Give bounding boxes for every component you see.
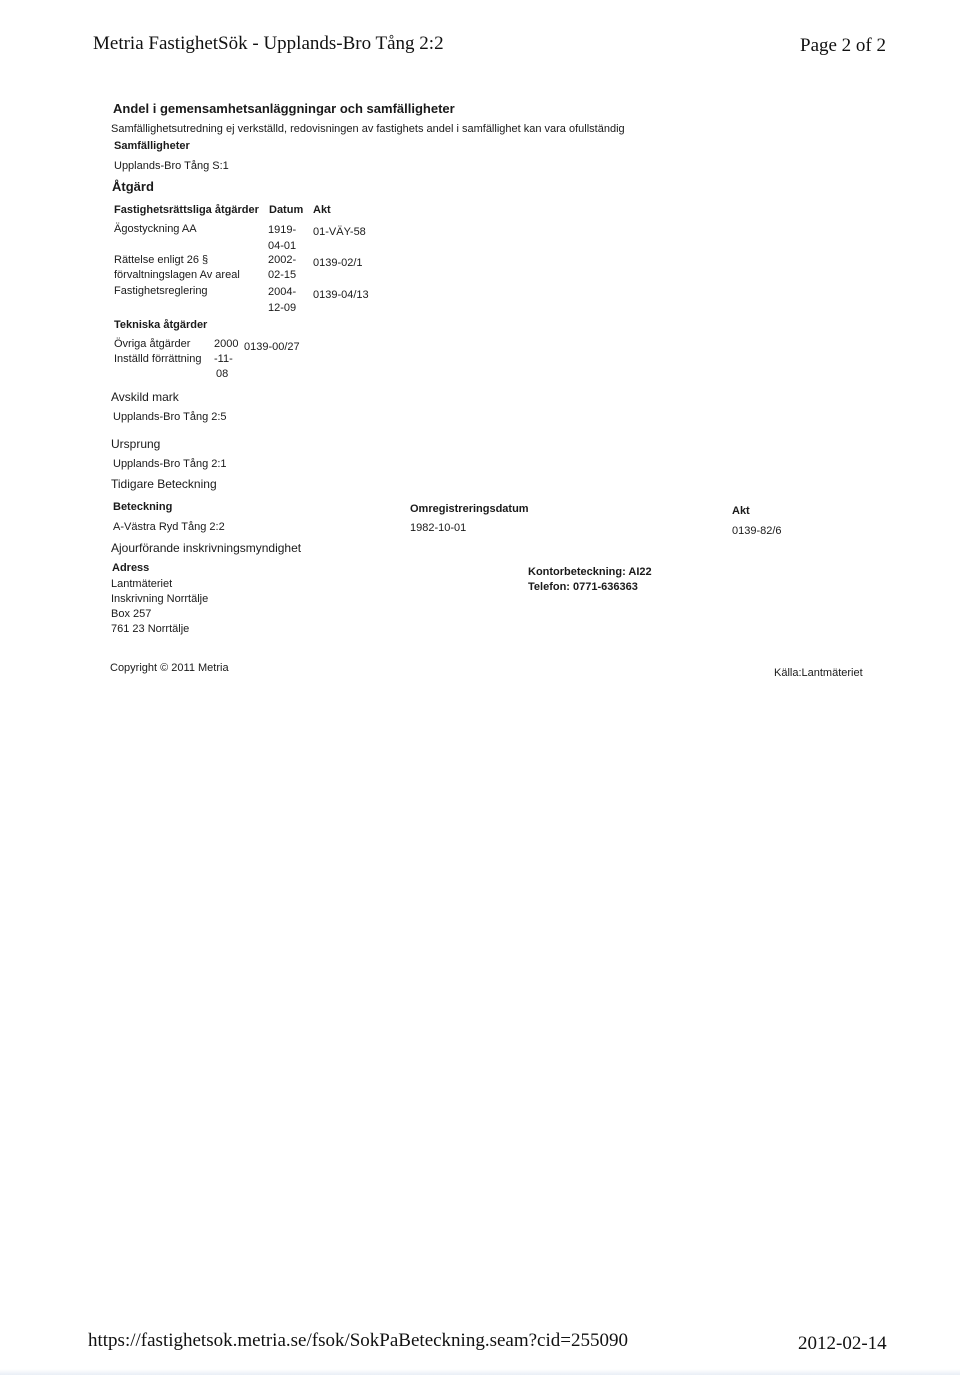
column-header: Datum [269, 204, 304, 216]
samfalligheter-label: Samfälligheter [114, 140, 190, 152]
table-cell-akt: 0139-04/13 [313, 289, 369, 301]
section-heading-ursprung: Ursprung [111, 437, 161, 451]
ursprung-value: Upplands-Bro Tång 2:1 [113, 458, 227, 470]
column-header: Omregistreringsdatum [410, 503, 529, 515]
adress-block: Lantmäteriet Inskrivning Norrtälje Box 257 761 23 Norrtälje [111, 578, 209, 635]
column-header: Fastighetsrättsliga åtgärder [114, 204, 259, 216]
table-cell: A-Västra Ryd Tång 2:2 [113, 521, 225, 533]
table-cell-date: 1919- 04-01 [268, 224, 297, 252]
page-number: Page 2 of 2 [800, 35, 887, 56]
print-date: 2012-02-14 [798, 1333, 887, 1354]
section-heading-avskild: Avskild mark [111, 390, 179, 404]
table-cell-akt: 01-VÄY-58 [313, 226, 366, 238]
table-cell: 1982-10-01 [410, 522, 467, 534]
atgard-label: Åtgärd [112, 179, 154, 194]
table-cell-name: Övriga åtgärder Inställd förrättning [114, 338, 202, 365]
kontorbeteckning: Kontorbeteckning: AI22 [528, 566, 652, 578]
table-cell-date: 2000 -11- 08 [214, 338, 239, 380]
adress-label: Adress [112, 562, 150, 574]
table-cell-date: 2004- 12-09 [268, 286, 297, 314]
scan-edge [0, 1369, 960, 1375]
table-cell-akt: 0139-00/27 [244, 341, 300, 353]
source-credit: Källa:Lantmäteriet [774, 667, 863, 679]
andel-note: Samfällighetsutredning ej verkställd, redovisningen av fastighets andel i samfällighet kan vara ofullständig [111, 123, 625, 135]
table-cell: 0139-82/6 [732, 525, 782, 537]
section-heading-ajour: Ajourförande inskrivningsmyndighet [111, 541, 302, 555]
telefon: Telefon: 0771-636363 [528, 581, 638, 593]
section-heading-tekniska: Tekniska åtgärder [114, 319, 208, 331]
page-title: Metria FastighetSök - Upplands-Bro Tång 2:2 [93, 33, 444, 54]
section-heading-andel: Andel i gemensamhetsanläggningar och samfälligheter [113, 101, 455, 116]
section-heading-tidigare: Tidigare Beteckning [111, 477, 217, 491]
samfalligheter-value: Upplands-Bro Tång S:1 [114, 160, 229, 172]
table-cell-name: Fastighetsreglering [114, 285, 208, 297]
column-header: Beteckning [113, 501, 173, 513]
table-cell-date: 2002- 02-15 [268, 254, 297, 281]
table-cell-akt: 0139-02/1 [313, 257, 363, 269]
table-cell-name: Rättelse enligt 26 § förvaltningslagen Av areal [114, 254, 240, 281]
copyright: Copyright © 2011 Metria [110, 662, 229, 674]
column-header: Akt [732, 505, 750, 517]
table-cell-name: Ägostyckning AA [114, 223, 197, 235]
column-header: Akt [313, 204, 331, 216]
avskild-value: Upplands-Bro Tång 2:5 [113, 411, 227, 423]
page-url: https://fastighetsok.metria.se/fsok/SokPaBeteckning.seam?cid=255090 [88, 1330, 628, 1351]
